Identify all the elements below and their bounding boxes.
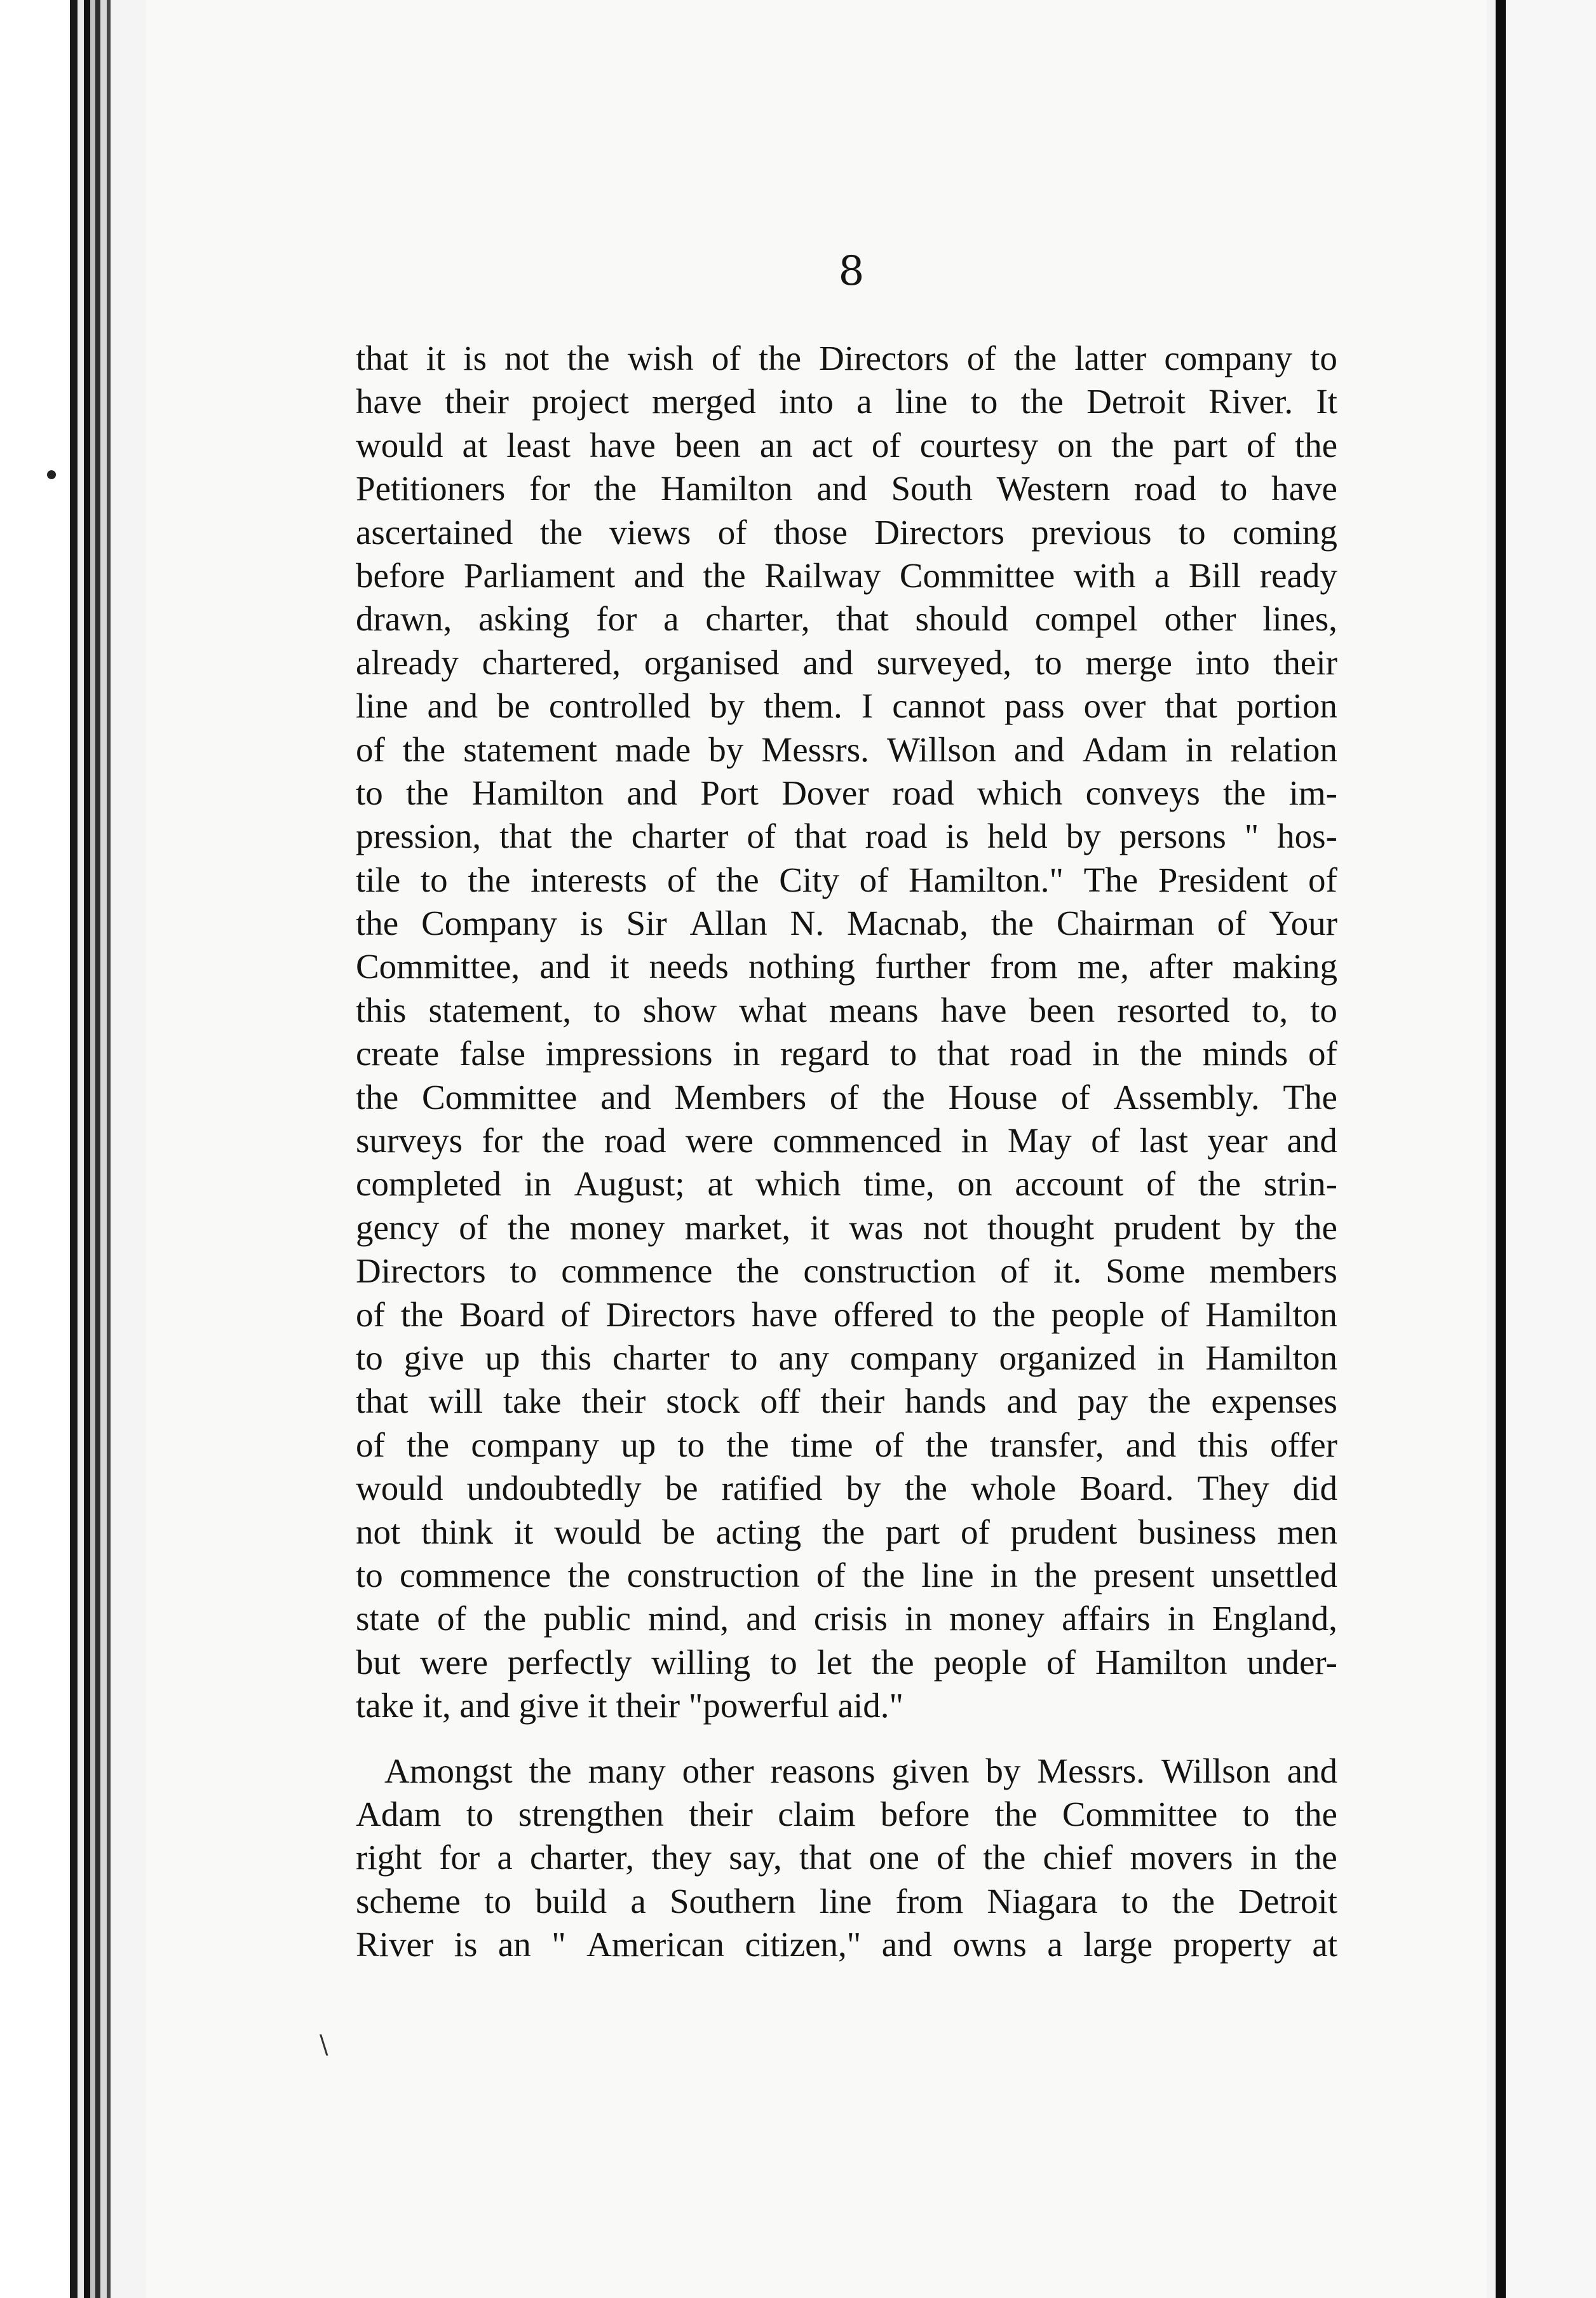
text-line: drawn, asking for a charter, that should compel other lines,: [356, 599, 1337, 639]
text-line: Petitioners for the Hamilton and South Western road to have: [356, 469, 1337, 508]
scan-mark: \: [320, 2030, 328, 2060]
text-line: of the statement made by Messrs. Willson and Adam in relation: [356, 730, 1337, 769]
text-line: Directors to commence the construction of it. Some members: [356, 1251, 1337, 1291]
right-page-edge: [1487, 0, 1596, 2298]
text-line: create false impressions in regard to that road in the minds of: [356, 1034, 1337, 1073]
text-line: the Company is Sir Allan N. Macnab, the Chairman of Your: [356, 904, 1337, 943]
paragraph-gap: [356, 1728, 1337, 1750]
text-line: surveys for the road were commenced in May of last year and: [356, 1121, 1337, 1160]
text-line: would at least have been an act of courtesy on the part of the: [356, 425, 1337, 465]
text-line: pression, that the charter of that road is held by persons " hos-: [356, 817, 1337, 856]
text-line: already chartered, organised and surveyed, to merge into their: [356, 642, 1337, 682]
text-line: have their project merged into a line to the Detroit River. It: [356, 382, 1337, 421]
left-binding-edge: [0, 0, 146, 2298]
text-line: River is an " American citizen," and owns a large property at: [356, 1925, 1337, 1964]
scan-speck: [47, 470, 56, 479]
page-number: 8: [838, 248, 865, 295]
text-line: scheme to build a Southern line from Niagara to the Detroit: [356, 1881, 1337, 1921]
text-line: ascertained the views of those Directors previous to coming: [356, 512, 1337, 552]
text-line: right for a charter, they say, that one of the chief movers in the: [356, 1838, 1337, 1877]
text-line: would undoubtedly be ratified by the whole Board. They did: [356, 1469, 1337, 1508]
text-line: to the Hamilton and Port Dover road which conveys the im-: [356, 773, 1337, 812]
text-line: that it is not the wish of the Directors of the latter company to: [356, 339, 1337, 377]
text-line: Amongst the many other reasons given by Messrs. Willson and: [384, 1751, 1337, 1790]
text-line: tile to the interests of the City of Hamilton." The President of: [356, 860, 1337, 899]
text-line: to give up this charter to any company organized in Hamilton: [356, 1338, 1337, 1377]
text-line: take it, and give it their "powerful aid.": [356, 1686, 904, 1725]
text-line: before Parliament and the Railway Committee with a Bill ready: [356, 555, 1337, 595]
text-line: the Committee and Members of the House of Assembly. The: [356, 1077, 1337, 1117]
text-line: to commence the construction of the line in the present unsettled: [356, 1555, 1337, 1594]
text-line: this statement, to show what means have been resorted to, to: [356, 990, 1337, 1030]
text-line: of the company up to the time of the transfer, and this offer: [356, 1425, 1337, 1464]
body-text: [356, 337, 1337, 1966]
text-line: line and be controlled by them. I cannot pass over that portion: [356, 686, 1337, 726]
text-line: of the Board of Directors have offered to the people of Hamilton: [356, 1295, 1337, 1334]
text-line: but were perfectly willing to let the people of Hamilton under-: [356, 1642, 1337, 1682]
text-line: completed in August; at which time, on account of the strin-: [356, 1164, 1337, 1204]
text-line: not think it would be acting the part of prudent business men: [356, 1512, 1337, 1551]
text-line: state of the public mind, and crisis in money affairs in England,: [356, 1599, 1337, 1638]
text-line: gency of the money market, it was not thought prudent by the: [356, 1207, 1337, 1247]
text-line: Adam to strengthen their claim before the Committee to the: [356, 1794, 1337, 1833]
text-line: Committee, and it needs nothing further from me, after making: [356, 947, 1337, 986]
text-line: that will take their stock off their hands and pay the expenses: [356, 1382, 1337, 1421]
